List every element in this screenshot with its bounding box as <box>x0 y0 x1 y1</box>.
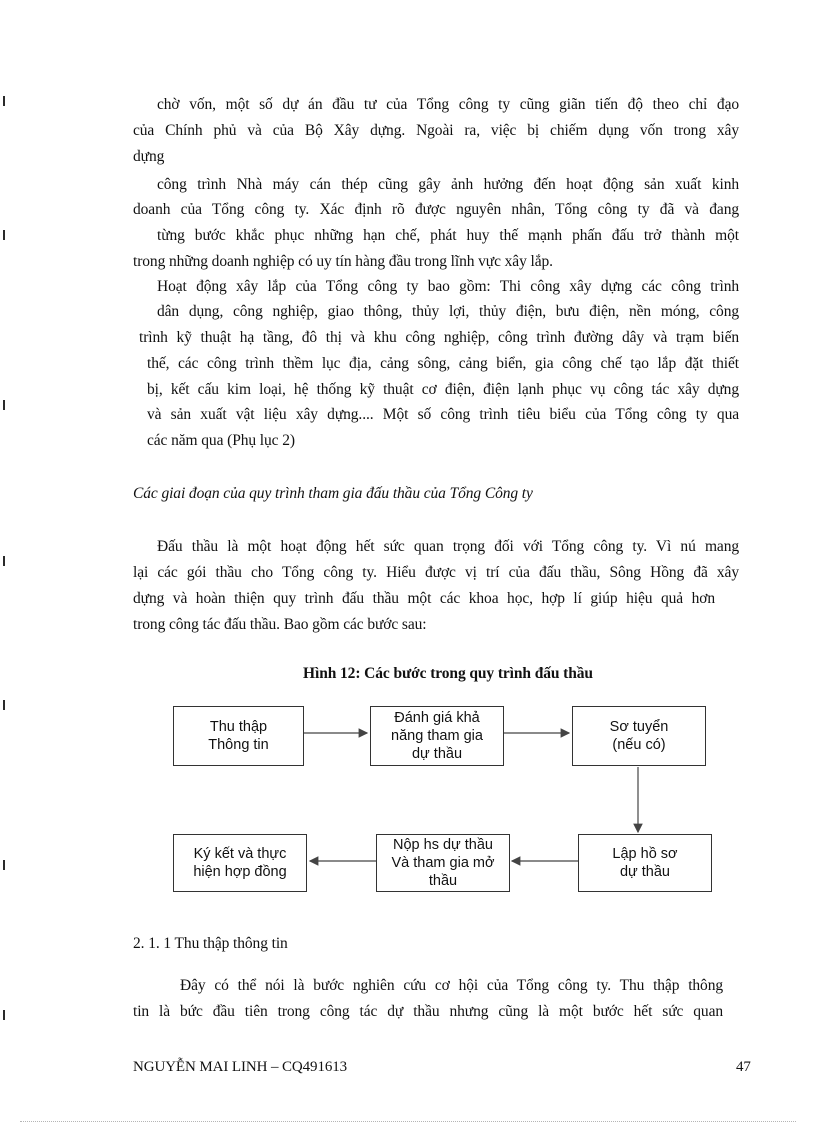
intro-line: trong công tác đấu thầu. Bao gồm các bước sau: <box>133 616 427 633</box>
step-box-sign-contract <box>173 834 307 892</box>
page-number: 47 <box>736 1059 751 1075</box>
body-line: trình kỹ thuật hạ tầng, đô thị và khu công nghiệp, công trình đường dây và trạm biến <box>139 329 739 346</box>
step-label: Thu thập Thông tin <box>208 719 269 753</box>
step-box-collect-info <box>173 706 304 766</box>
footer-rule <box>20 1121 796 1122</box>
step-label: Nộp hs dự thầu Và tham gia mở thầu <box>391 837 495 889</box>
body-line: Hoạt động xây lắp của Tổng công ty bao gồm: Thi công xây dựng các công trình <box>157 278 739 295</box>
step-label: Lập hồ sơ dự thầu <box>612 846 678 880</box>
step-box-submit-bid <box>376 834 510 892</box>
body-line: thế, các công trình thềm lục địa, cảng sông, cảng biển, gia công chế tạo lắp đặt thiết <box>147 355 739 372</box>
intro-line: Đấu thầu là một hoạt động hết sức quan trọng đối với Tổng công ty. Vì nú mang <box>157 538 739 555</box>
step-label: Đánh giá khả năng tham gia dự thầu <box>391 710 483 762</box>
section-heading: Các giai đoạn của quy trình tham gia đấu thầu của Tổng Công ty <box>133 485 533 502</box>
step-box-prequalification <box>572 706 706 766</box>
body-line: của Chính phủ và của Bộ Xây dựng. Ngoài ra, việc bị chiếm dụng vốn trong xây <box>133 122 739 139</box>
intro-line: dựng và hoàn thiện quy trình đấu thầu một các khoa học, hợp lí giúp hiệu quả hơn <box>133 590 715 607</box>
step-box-prepare-bid <box>578 834 712 892</box>
body-line: trong những doanh nghiệp có uy tín hàng đầu trong lĩnh vực xây lắp. <box>133 253 553 270</box>
body-line: từng bước khắc phục những hạn chế, phát huy thế mạnh phấn đấu trở thành một <box>157 227 739 244</box>
step-box-evaluate-capacity <box>370 706 504 766</box>
body-line: bị, kết cấu kim loại, hệ thống kỹ thuật cơ điện, điện lạnh phục vụ công tác xây dựng <box>147 381 739 398</box>
figure-title: Hình 12: Các bước trong quy trình đấu thầu <box>303 665 593 682</box>
body-line: dân dụng, công nghiệp, giao thông, thủy lợi, thủy điện, bưu điện, nền móng, công <box>157 303 739 320</box>
body-line: và sản xuất vật liệu xây dựng.... Một số công trình tiêu biểu của Tổng công ty qua <box>147 406 739 423</box>
step-label: Ký kết và thực hiện hợp đồng <box>193 846 287 880</box>
body-line: doanh của Tổng công ty. Xác định rõ được nguyên nhân, Tổng công ty đã và đang <box>133 201 739 218</box>
body-line: công trình Nhà máy cán thép cũng gây ảnh hưởng đến hoạt động sản xuất kinh <box>157 176 739 193</box>
body-line: các năm qua (Phụ lục 2) <box>147 432 295 449</box>
step-label: Sơ tuyển (nếu có) <box>609 719 669 753</box>
subsection-line: tin là bức đầu tiên trong công tác dự thầu nhưng cũng là một bước hết sức quan <box>133 1003 723 1020</box>
intro-line: lại các gói thầu cho Tổng công ty. Hiểu được vị trí của đấu thầu, Sông Hồng đã xây <box>133 564 739 581</box>
body-line: dựng <box>133 148 165 165</box>
footer-author: NGUYỄN MAI LINH – CQ491613 <box>133 1059 348 1075</box>
subsection-heading: 2. 1. 1 Thu thập thông tin <box>133 935 288 952</box>
subsection-line: Đây có thể nói là bước nghiên cứu cơ hội của Tổng công ty. Thu thập thông <box>180 977 723 994</box>
body-line: chờ vốn, một số dự án đầu tư của Tổng công ty cũng giãn tiến độ theo chỉ đạo <box>157 96 739 113</box>
